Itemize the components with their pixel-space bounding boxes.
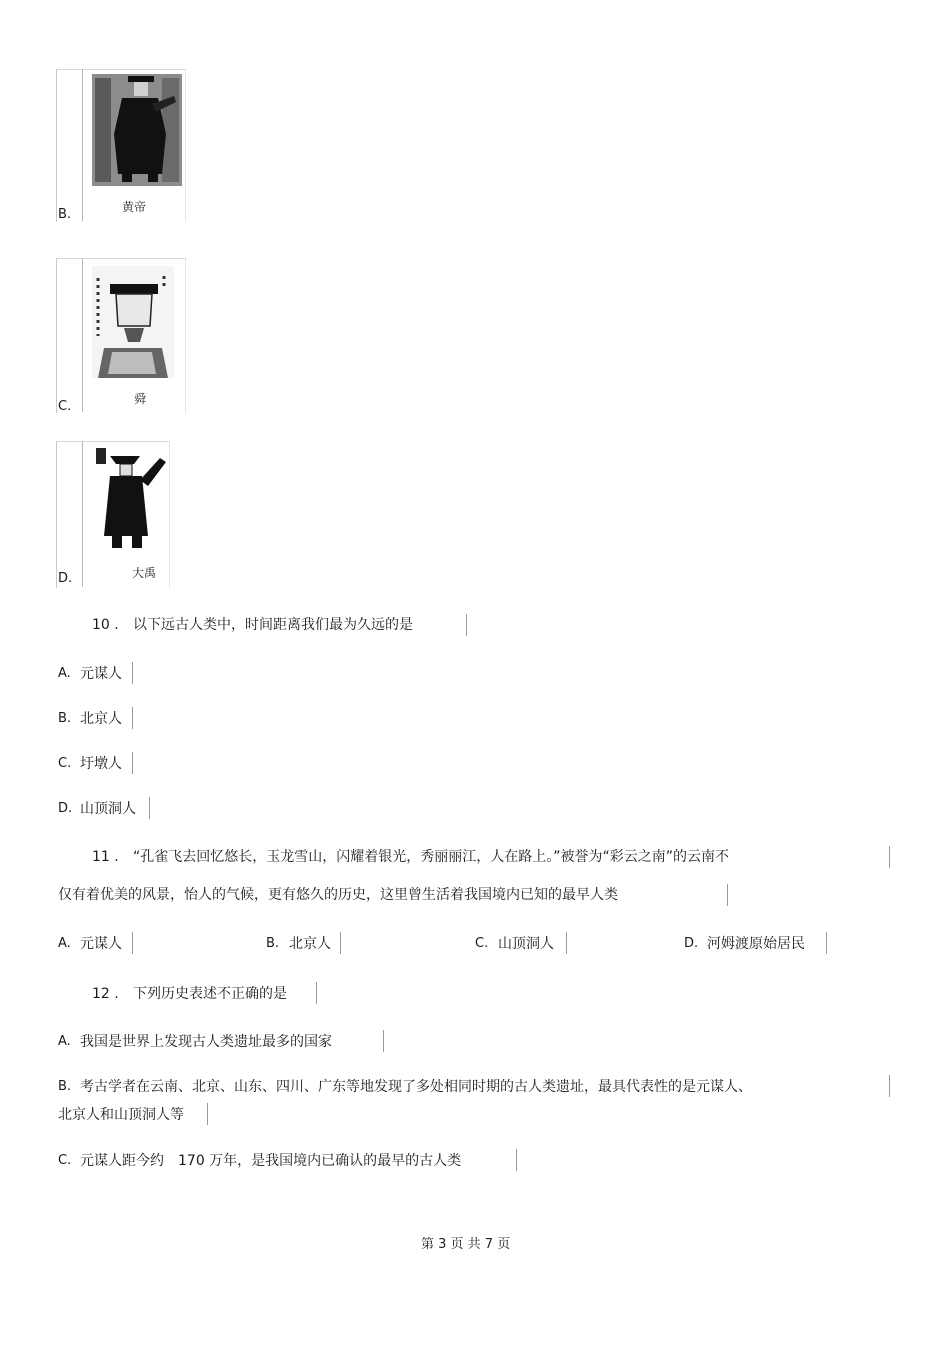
option-text-line-2[interactable]: 北京人和山顶洞人等 bbox=[58, 1107, 184, 1123]
answer-divider bbox=[132, 707, 133, 729]
answer-divider bbox=[889, 846, 890, 868]
answer-divider bbox=[727, 884, 728, 906]
answer-divider bbox=[566, 932, 567, 954]
option-text[interactable]: 圩墩人 bbox=[80, 756, 122, 772]
figure-frame-divider bbox=[82, 441, 83, 587]
option-letter: B. bbox=[58, 1079, 72, 1094]
answer-divider bbox=[132, 932, 133, 954]
option-letter: C. bbox=[58, 399, 72, 414]
option-letter: A. bbox=[58, 936, 71, 951]
answer-divider bbox=[340, 932, 341, 954]
question-stem: 下列历史表述不正确的是 bbox=[133, 986, 287, 1002]
answer-divider bbox=[149, 797, 150, 819]
option-text[interactable]: 河姆渡原始居民 bbox=[707, 936, 805, 952]
option-letter: B. bbox=[58, 207, 72, 222]
answer-divider bbox=[826, 932, 827, 954]
page-footer: 第 3 页 共 7 页 bbox=[421, 1237, 511, 1252]
answer-divider bbox=[132, 752, 133, 774]
figure-caption: 黄帝 bbox=[122, 200, 147, 214]
figure-frame-divider bbox=[82, 258, 83, 412]
option-text-line-1[interactable]: 考古学者在云南、北京、山东、四川、广东等地发现了多处相同时期的古人类遗址，最具代表性的是元谋人、 bbox=[80, 1079, 752, 1095]
option-letter: C. bbox=[475, 936, 489, 951]
option-text[interactable]: 元谋人 bbox=[80, 936, 122, 952]
shun-figure-icon bbox=[92, 266, 174, 378]
option-letter: D. bbox=[58, 571, 73, 586]
option-letter: B. bbox=[58, 711, 72, 726]
answer-divider bbox=[316, 982, 317, 1004]
option-letter: B. bbox=[266, 936, 280, 951]
option-text[interactable]: 北京人 bbox=[289, 936, 331, 952]
figure-frame-divider bbox=[82, 69, 83, 221]
answer-divider bbox=[466, 614, 467, 636]
dayu-figure-icon bbox=[94, 446, 168, 554]
question-stem-line-2: 仅有着优美的风景，怡人的气候，更有悠久的历史，这里曾生活着我国境内已知的最早人类 bbox=[58, 887, 618, 903]
figure-caption: 舜 bbox=[134, 392, 147, 406]
huangdi-figure-icon bbox=[92, 74, 182, 186]
option-text[interactable]: 北京人 bbox=[80, 711, 122, 727]
option-letter: A. bbox=[58, 666, 71, 681]
question-number: 11 . bbox=[92, 849, 119, 865]
answer-divider bbox=[383, 1030, 384, 1052]
option-letter: A. bbox=[58, 1034, 71, 1049]
question-number: 10 . bbox=[92, 617, 119, 633]
option-letter: D. bbox=[58, 801, 73, 816]
option-text[interactable]: 山顶洞人 bbox=[498, 936, 554, 952]
option-text[interactable]: 山顶洞人 bbox=[80, 801, 136, 817]
answer-divider bbox=[516, 1149, 517, 1171]
option-letter: D. bbox=[684, 936, 699, 951]
option-letter: C. bbox=[58, 756, 72, 771]
figure-caption: 大禹 bbox=[132, 566, 157, 580]
option-text[interactable]: 元谋人 bbox=[80, 666, 122, 682]
answer-divider bbox=[207, 1103, 208, 1125]
option-text[interactable]: 元谋人距今约 170 万年，是我国境内已确认的最早的古人类 bbox=[80, 1153, 462, 1169]
question-number: 12 . bbox=[92, 986, 119, 1002]
option-text[interactable]: 我国是世界上发现古人类遗址最多的国家 bbox=[80, 1034, 332, 1050]
question-stem: 以下远古人类中，时间距离我们最为久远的是 bbox=[133, 617, 413, 633]
question-stem-line-1: “孔雀飞去回忆悠长，玉龙雪山，闪耀着银光，秀丽丽江，人在路上。”被誉为“彩云之南”的云南不 bbox=[133, 849, 730, 865]
answer-divider bbox=[132, 662, 133, 684]
option-letter: C. bbox=[58, 1153, 72, 1168]
answer-divider bbox=[889, 1075, 890, 1097]
